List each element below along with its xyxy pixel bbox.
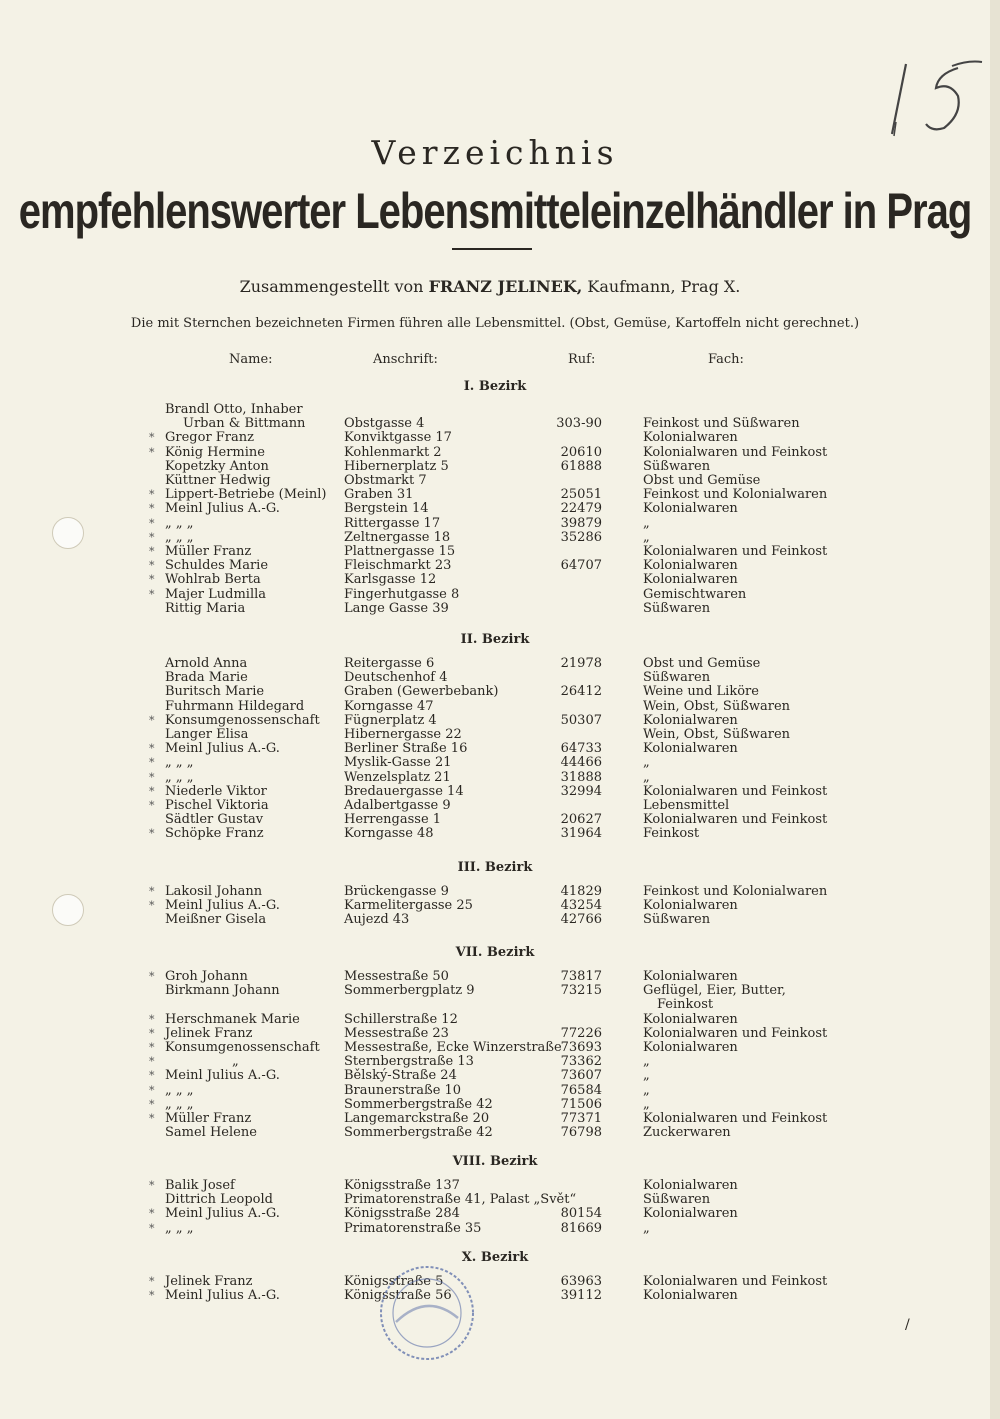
asterisk-marker: * [149, 1179, 155, 1192]
merchant-name: Gregor Franz [165, 430, 254, 445]
listing-row [0, 913, 990, 927]
merchant-address: Langemarckstraße 20 [344, 1111, 490, 1126]
merchant-address: Schillerstraße 12 [344, 1012, 458, 1027]
merchant-trade: Obst und Gemüse [643, 656, 761, 671]
asterisk-marker: * [149, 531, 155, 544]
listing-row [0, 728, 990, 742]
merchant-name: Sädtler Gustav [165, 812, 264, 827]
title-divider [452, 248, 532, 250]
listing-row [0, 1041, 990, 1055]
merchant-trade: Kolonialwaren [643, 501, 738, 516]
merchant-trade: Kolonialwaren und Feinkost [643, 1274, 828, 1289]
merchant-phone: 20627 [560, 812, 602, 827]
header-address: Anschrift: [373, 352, 438, 367]
merchant-address: Deutschenhof 4 [344, 670, 448, 685]
merchant-name: Brada Marie [165, 670, 248, 685]
listing-row [0, 671, 990, 685]
merchant-name: Langer Elisa [165, 727, 249, 742]
listing-row [0, 588, 990, 602]
listing-row [0, 1207, 990, 1221]
merchant-trade: Feinkost und Kolonialwaren [643, 487, 828, 502]
merchant-address: Königsstraße 137 [344, 1178, 460, 1193]
merchant-trade: Kolonialwaren [643, 969, 738, 984]
merchant-trade: Feinkost [657, 997, 714, 1012]
asterisk-marker: * [149, 1098, 155, 1111]
merchant-name: Arnold Anna [165, 656, 248, 671]
merchant-name: Meinl Julius A.-G. [165, 898, 280, 913]
merchant-address: Lange Gasse 39 [344, 601, 449, 616]
asterisk-marker: * [149, 970, 155, 983]
listing-row [0, 1289, 990, 1303]
merchant-name: Birkmann Johann [165, 983, 280, 998]
merchant-name: „ „ „ [165, 755, 194, 770]
merchant-trade: Kolonialwaren [643, 1288, 738, 1303]
listing-row [0, 657, 990, 671]
merchant-phone: 39112 [560, 1288, 602, 1303]
listing-row [0, 1027, 990, 1041]
header-name: Name: [229, 352, 273, 367]
listing-row [0, 417, 990, 431]
merchant-address: Karlsgasse 12 [344, 572, 437, 587]
merchant-address: Königsstraße 5 [344, 1274, 444, 1289]
merchant-address: Korngasse 48 [344, 826, 434, 841]
section-heading: X. Bezirk [461, 1250, 529, 1265]
merchant-address: Brückengasse 9 [344, 884, 449, 899]
merchant-address: Zeltnergasse 18 [344, 530, 451, 545]
asterisk-marker: * [149, 1027, 155, 1040]
listing-row [0, 517, 990, 531]
merchant-trade: „ [643, 530, 650, 545]
merchant-name: Wohlrab Berta [165, 572, 261, 587]
listing-row [0, 1275, 990, 1289]
asterisk-marker: * [149, 517, 155, 530]
listing-row [0, 714, 990, 728]
merchant-phone: 73693 [560, 1040, 602, 1055]
merchant-phone: 43254 [560, 898, 602, 913]
merchant-phone: 64707 [560, 558, 602, 573]
merchant-address: Braunerstraße 10 [344, 1083, 462, 1098]
listing-row [0, 799, 990, 813]
merchant-name: Niederle Viktor [165, 784, 267, 799]
merchant-phone: 303-90 [556, 416, 602, 431]
document-subtitle: empfehlenswerter Lebensmitteleinzelhändler in Prag [18, 184, 972, 239]
merchant-trade: Lebensmittel [643, 798, 730, 813]
asterisk-marker: * [149, 771, 155, 784]
merchant-name: Müller Franz [165, 544, 252, 559]
merchant-address: Rittergasse 17 [344, 516, 441, 531]
asterisk-marker: * [149, 573, 155, 586]
merchant-name: Pischel Viktoria [165, 798, 269, 813]
merchant-trade: Feinkost und Süßwaren [643, 416, 800, 431]
asterisk-marker: * [149, 488, 155, 501]
listing-row [0, 970, 990, 984]
listing-row [0, 1098, 990, 1112]
merchant-address: Sommerbergstraße 42 [344, 1125, 493, 1140]
listing-row [0, 756, 990, 770]
merchant-phone: 22479 [560, 501, 602, 516]
merchant-name: „ „ „ [165, 1083, 194, 1098]
asterisk-marker: * [149, 1112, 155, 1125]
merchant-address: Messestraße 50 [344, 969, 449, 984]
asterisk-marker: * [149, 1041, 155, 1054]
merchant-trade: Kolonialwaren und Feinkost [643, 544, 828, 559]
asterisk-marker: * [149, 827, 155, 840]
merchant-phone: 64733 [560, 741, 602, 756]
handwritten-page-number [888, 52, 988, 142]
listing-row [0, 1112, 990, 1126]
section-heading: VII. Bezirk [455, 945, 535, 960]
asterisk-marker: * [149, 799, 155, 812]
merchant-phone: 25051 [560, 487, 602, 502]
merchant-trade: Kolonialwaren [643, 1012, 738, 1027]
merchant-phone: 73607 [560, 1068, 602, 1083]
merchant-trade: „ [643, 1054, 650, 1069]
merchant-address: Primatorenstraße 35 [344, 1221, 482, 1236]
asterisk-marker: * [149, 756, 155, 769]
listing-row [0, 1084, 990, 1098]
merchant-phone: 63963 [560, 1274, 602, 1289]
merchant-address: Kohlenmarkt 2 [344, 445, 442, 460]
merchant-name: „ „ „ [165, 1097, 194, 1112]
merchant-address: Sommerbergplatz 9 [344, 983, 475, 998]
merchant-trade: Süßwaren [643, 601, 711, 616]
merchant-trade: Wein, Obst, Süßwaren [643, 699, 791, 714]
section-heading: VIII. Bezirk [452, 1154, 538, 1169]
merchant-trade: „ [643, 1221, 650, 1236]
merchant-phone: 76584 [560, 1083, 602, 1098]
merchant-trade: Zuckerwaren [643, 1125, 731, 1140]
asterisk-marker: * [149, 1275, 155, 1288]
listing-row [0, 545, 990, 559]
merchant-trade: Kolonialwaren und Feinkost [643, 784, 828, 799]
archive-stamp [376, 1262, 478, 1364]
listing-row [0, 742, 990, 756]
listing-row [0, 431, 990, 445]
asterisk-marker: * [149, 1222, 155, 1235]
merchant-name: Schöpke Franz [165, 826, 264, 841]
merchant-name: Meinl Julius A.-G. [165, 1206, 280, 1221]
merchant-name: Rittig Maria [165, 601, 246, 616]
listing-row [0, 1222, 990, 1236]
merchant-phone: 77371 [560, 1111, 602, 1126]
merchant-trade: Kolonialwaren [643, 898, 738, 913]
asterisk-marker: * [149, 885, 155, 898]
merchant-phone: 41829 [560, 884, 602, 899]
listing-row [0, 1013, 990, 1027]
merchant-name: Buritsch Marie [165, 684, 265, 699]
merchant-phone: 31888 [560, 770, 602, 785]
merchant-name: Brandl Otto, Inhaber [165, 402, 303, 417]
header-phone: Ruf: [568, 352, 596, 367]
merchant-trade: Kolonialwaren und Feinkost [643, 1111, 828, 1126]
merchant-address: Aujezd 43 [344, 912, 410, 927]
merchant-trade: „ [643, 1083, 650, 1098]
merchant-address: Sternbergstraße 13 [344, 1054, 474, 1069]
listing-row [0, 559, 990, 573]
merchant-name: Fuhrmann Hildegard [165, 699, 305, 714]
merchant-trade: Kolonialwaren [643, 1040, 738, 1055]
merchant-name: „ „ „ [165, 516, 194, 531]
merchant-address: Reitergasse 6 [344, 656, 435, 671]
merchant-trade: Wein, Obst, Süßwaren [643, 727, 791, 742]
asterisk-marker: * [149, 545, 155, 558]
listing-row [0, 502, 990, 516]
merchant-trade: Kolonialwaren und Feinkost [643, 445, 828, 460]
merchant-trade: Kolonialwaren [643, 1206, 738, 1221]
listing-row [0, 785, 990, 799]
merchant-trade: Kolonialwaren [643, 430, 738, 445]
asterisk-marker: * [149, 714, 155, 727]
merchant-phone: 50307 [560, 713, 602, 728]
merchant-trade: „ [643, 755, 650, 770]
merchant-trade: Kolonialwaren und Feinkost [643, 1026, 828, 1041]
listing-row [0, 827, 990, 841]
asterisk-marker: * [149, 431, 155, 444]
merchant-address: Karmelitergasse 25 [344, 898, 473, 913]
compiler-name: FRANZ JELINEK, [428, 277, 583, 296]
merchant-name: Kopetzky Anton [165, 459, 269, 474]
asterisk-note: Die mit Sternchen bezeichneten Firmen führen alle Lebensmittel. (Obst, Gemüse, Kartoffeln nicht gerechnet.) [130, 316, 860, 331]
merchant-name: „ [232, 1054, 239, 1069]
merchant-address: Plattnergasse 15 [344, 544, 456, 559]
merchant-address: Wenzelsplatz 21 [344, 770, 451, 785]
merchant-address: Graben 31 [344, 487, 414, 502]
merchant-trade: Kolonialwaren [643, 558, 738, 573]
header-trade: Fach: [708, 352, 744, 367]
merchant-phone: 35286 [560, 530, 602, 545]
merchant-phone: 21978 [560, 656, 602, 671]
document-title: Verzeichnis [371, 133, 619, 172]
merchant-address: Fleischmarkt 23 [344, 558, 452, 573]
merchant-name: Jelinek Franz [165, 1026, 253, 1041]
merchant-name: Küttner Hedwig [165, 473, 271, 488]
listing-row [0, 488, 990, 502]
listing-row [0, 885, 990, 899]
pen-mark: / [905, 1317, 910, 1333]
merchant-name: Jelinek Franz [165, 1274, 253, 1289]
listing-row [0, 602, 990, 616]
merchant-address: Fingerhutgasse 8 [344, 587, 460, 602]
listing-row [0, 460, 990, 474]
merchant-address: Hibernergasse 22 [344, 727, 462, 742]
compiler-prefix: Zusammengestellt von [239, 277, 424, 296]
merchant-trade: „ [643, 1097, 650, 1112]
listing-row [0, 685, 990, 699]
asterisk-marker: * [149, 502, 155, 515]
listing-row [0, 984, 990, 998]
merchant-address: Herrengasse 1 [344, 812, 442, 827]
merchant-address: Primatorenstraße 41, Palast „Svět“ [344, 1192, 577, 1207]
merchant-phone: 81669 [560, 1221, 602, 1236]
merchant-trade: Feinkost und Kolonialwaren [643, 884, 828, 899]
listing-row [0, 403, 990, 417]
merchant-trade: Süßwaren [643, 1192, 711, 1207]
listing-row [0, 1193, 990, 1207]
merchant-address: Graben (Gewerbebank) [344, 684, 499, 699]
merchant-name: Konsumgenossenschaft [165, 713, 320, 728]
asterisk-marker: * [149, 1289, 155, 1302]
merchant-trade: Süßwaren [643, 459, 711, 474]
merchant-trade: Kolonialwaren und Feinkost [643, 812, 828, 827]
merchant-trade: „ [643, 516, 650, 531]
compiler-suffix: Kaufmann, Prag X. [587, 277, 741, 296]
asterisk-marker: * [149, 899, 155, 912]
merchant-trade: „ [643, 1068, 650, 1083]
merchant-address: Myslik-Gasse 21 [344, 755, 452, 770]
merchant-phone: 73817 [560, 969, 602, 984]
merchant-phone: 73362 [560, 1054, 602, 1069]
merchant-address: Hibernerplatz 5 [344, 459, 449, 474]
listing-row [0, 813, 990, 827]
merchant-name: Samel Helene [165, 1125, 257, 1140]
merchant-trade: Obst und Gemüse [643, 473, 761, 488]
merchant-trade: Kolonialwaren [643, 572, 738, 587]
listing-row [0, 771, 990, 785]
asterisk-marker: * [149, 559, 155, 572]
merchant-address: Sommerbergstraße 42 [344, 1097, 493, 1112]
merchant-phone: 44466 [560, 755, 602, 770]
merchant-phone: 20610 [560, 445, 602, 460]
compiler-line [0, 277, 980, 296]
merchant-name: „ „ „ [165, 770, 194, 785]
asterisk-marker: * [149, 1084, 155, 1097]
merchant-name: Meinl Julius A.-G. [165, 1068, 280, 1083]
merchant-name: Meinl Julius A.-G. [165, 501, 280, 516]
merchant-name: Konsumgenossenschaft [165, 1040, 320, 1055]
merchant-trade: Kolonialwaren [643, 1178, 738, 1193]
merchant-address: Fügnerplatz 4 [344, 713, 437, 728]
listing-row [0, 700, 990, 714]
merchant-phone: 73215 [560, 983, 602, 998]
page-edge [990, 0, 1000, 1419]
asterisk-marker: * [149, 1207, 155, 1220]
section-heading: I. Bezirk [463, 379, 527, 394]
merchant-address: Messestraße, Ecke Winzerstraße [344, 1040, 562, 1055]
merchant-address: Bredauergasse 14 [344, 784, 464, 799]
merchant-address: Konviktgasse 17 [344, 430, 452, 445]
listing-row [0, 1055, 990, 1069]
merchant-address: Königsstraße 56 [344, 1288, 452, 1303]
asterisk-marker: * [149, 588, 155, 601]
merchant-trade: Gemischtwaren [643, 587, 747, 602]
merchant-name: Meinl Julius A.-G. [165, 1288, 280, 1303]
merchant-phone: 32994 [560, 784, 602, 799]
asterisk-marker: * [149, 446, 155, 459]
merchant-trade: Geflügel, Eier, Butter, [643, 983, 786, 998]
listing-row [0, 998, 990, 1012]
merchant-trade: Kolonialwaren [643, 741, 738, 756]
listing-row [0, 446, 990, 460]
merchant-trade: Süßwaren [643, 670, 711, 685]
merchant-phone: 80154 [560, 1206, 602, 1221]
listing-row [0, 1126, 990, 1140]
merchant-name: Müller Franz [165, 1111, 252, 1126]
asterisk-marker: * [149, 1013, 155, 1026]
merchant-phone: 39879 [560, 516, 602, 531]
merchant-address: Adalbertgasse 9 [344, 798, 451, 813]
merchant-address: Berliner Straße 16 [344, 741, 468, 756]
listing-row [0, 899, 990, 913]
merchant-name: Balik Josef [165, 1178, 235, 1193]
merchant-name: Lippert-Betriebe (Meinl) [165, 487, 327, 502]
merchant-address: Korngasse 47 [344, 699, 434, 714]
merchant-name: „ „ „ [165, 1221, 194, 1236]
merchant-trade: „ [643, 770, 650, 785]
merchant-name: Dittrich Leopold [165, 1192, 273, 1207]
section-heading: II. Bezirk [460, 632, 530, 647]
merchant-phone: 42766 [560, 912, 602, 927]
merchant-phone: 61888 [560, 459, 602, 474]
merchant-address: Bergstein 14 [344, 501, 429, 516]
merchant-name: Meinl Julius A.-G. [165, 741, 280, 756]
merchant-name: Groh Johann [165, 969, 248, 984]
merchant-address: Königsstraße 284 [344, 1206, 460, 1221]
merchant-address: Obstmarkt 7 [344, 473, 427, 488]
merchant-name: Herschmanek Marie [165, 1012, 300, 1027]
merchant-address: Bělský-Straße 24 [344, 1068, 457, 1083]
merchant-name: „ „ „ [165, 530, 194, 545]
merchant-phone: 26412 [560, 684, 602, 699]
asterisk-marker: * [149, 785, 155, 798]
merchant-name: Majer Ludmilla [165, 587, 267, 602]
merchant-name: Schuldes Marie [165, 558, 269, 573]
merchant-address: Obstgasse 4 [344, 416, 425, 431]
merchant-phone: 31964 [560, 826, 602, 841]
merchant-trade: Süßwaren [643, 912, 711, 927]
listing-row [0, 573, 990, 587]
merchant-phone: 76798 [560, 1125, 602, 1140]
asterisk-marker: * [149, 742, 155, 755]
merchant-address: Messestraße 23 [344, 1026, 449, 1041]
merchant-trade: Weine und Liköre [643, 684, 759, 699]
merchant-name: Urban & Bittmann [183, 416, 306, 431]
section-heading: III. Bezirk [457, 860, 533, 875]
listing-row [0, 1069, 990, 1083]
asterisk-marker: * [149, 1069, 155, 1082]
merchant-name: Meißner Gisela [165, 912, 267, 927]
asterisk-marker: * [149, 1055, 155, 1068]
listing-row [0, 1179, 990, 1193]
merchant-name: König Hermine [165, 445, 265, 460]
listing-row [0, 474, 990, 488]
merchant-trade: Kolonialwaren [643, 713, 738, 728]
merchant-trade: Feinkost [643, 826, 700, 841]
merchant-phone: 77226 [560, 1026, 602, 1041]
listing-row [0, 531, 990, 545]
merchant-name: Lakosil Johann [165, 884, 263, 899]
merchant-phone: 71506 [560, 1097, 602, 1112]
